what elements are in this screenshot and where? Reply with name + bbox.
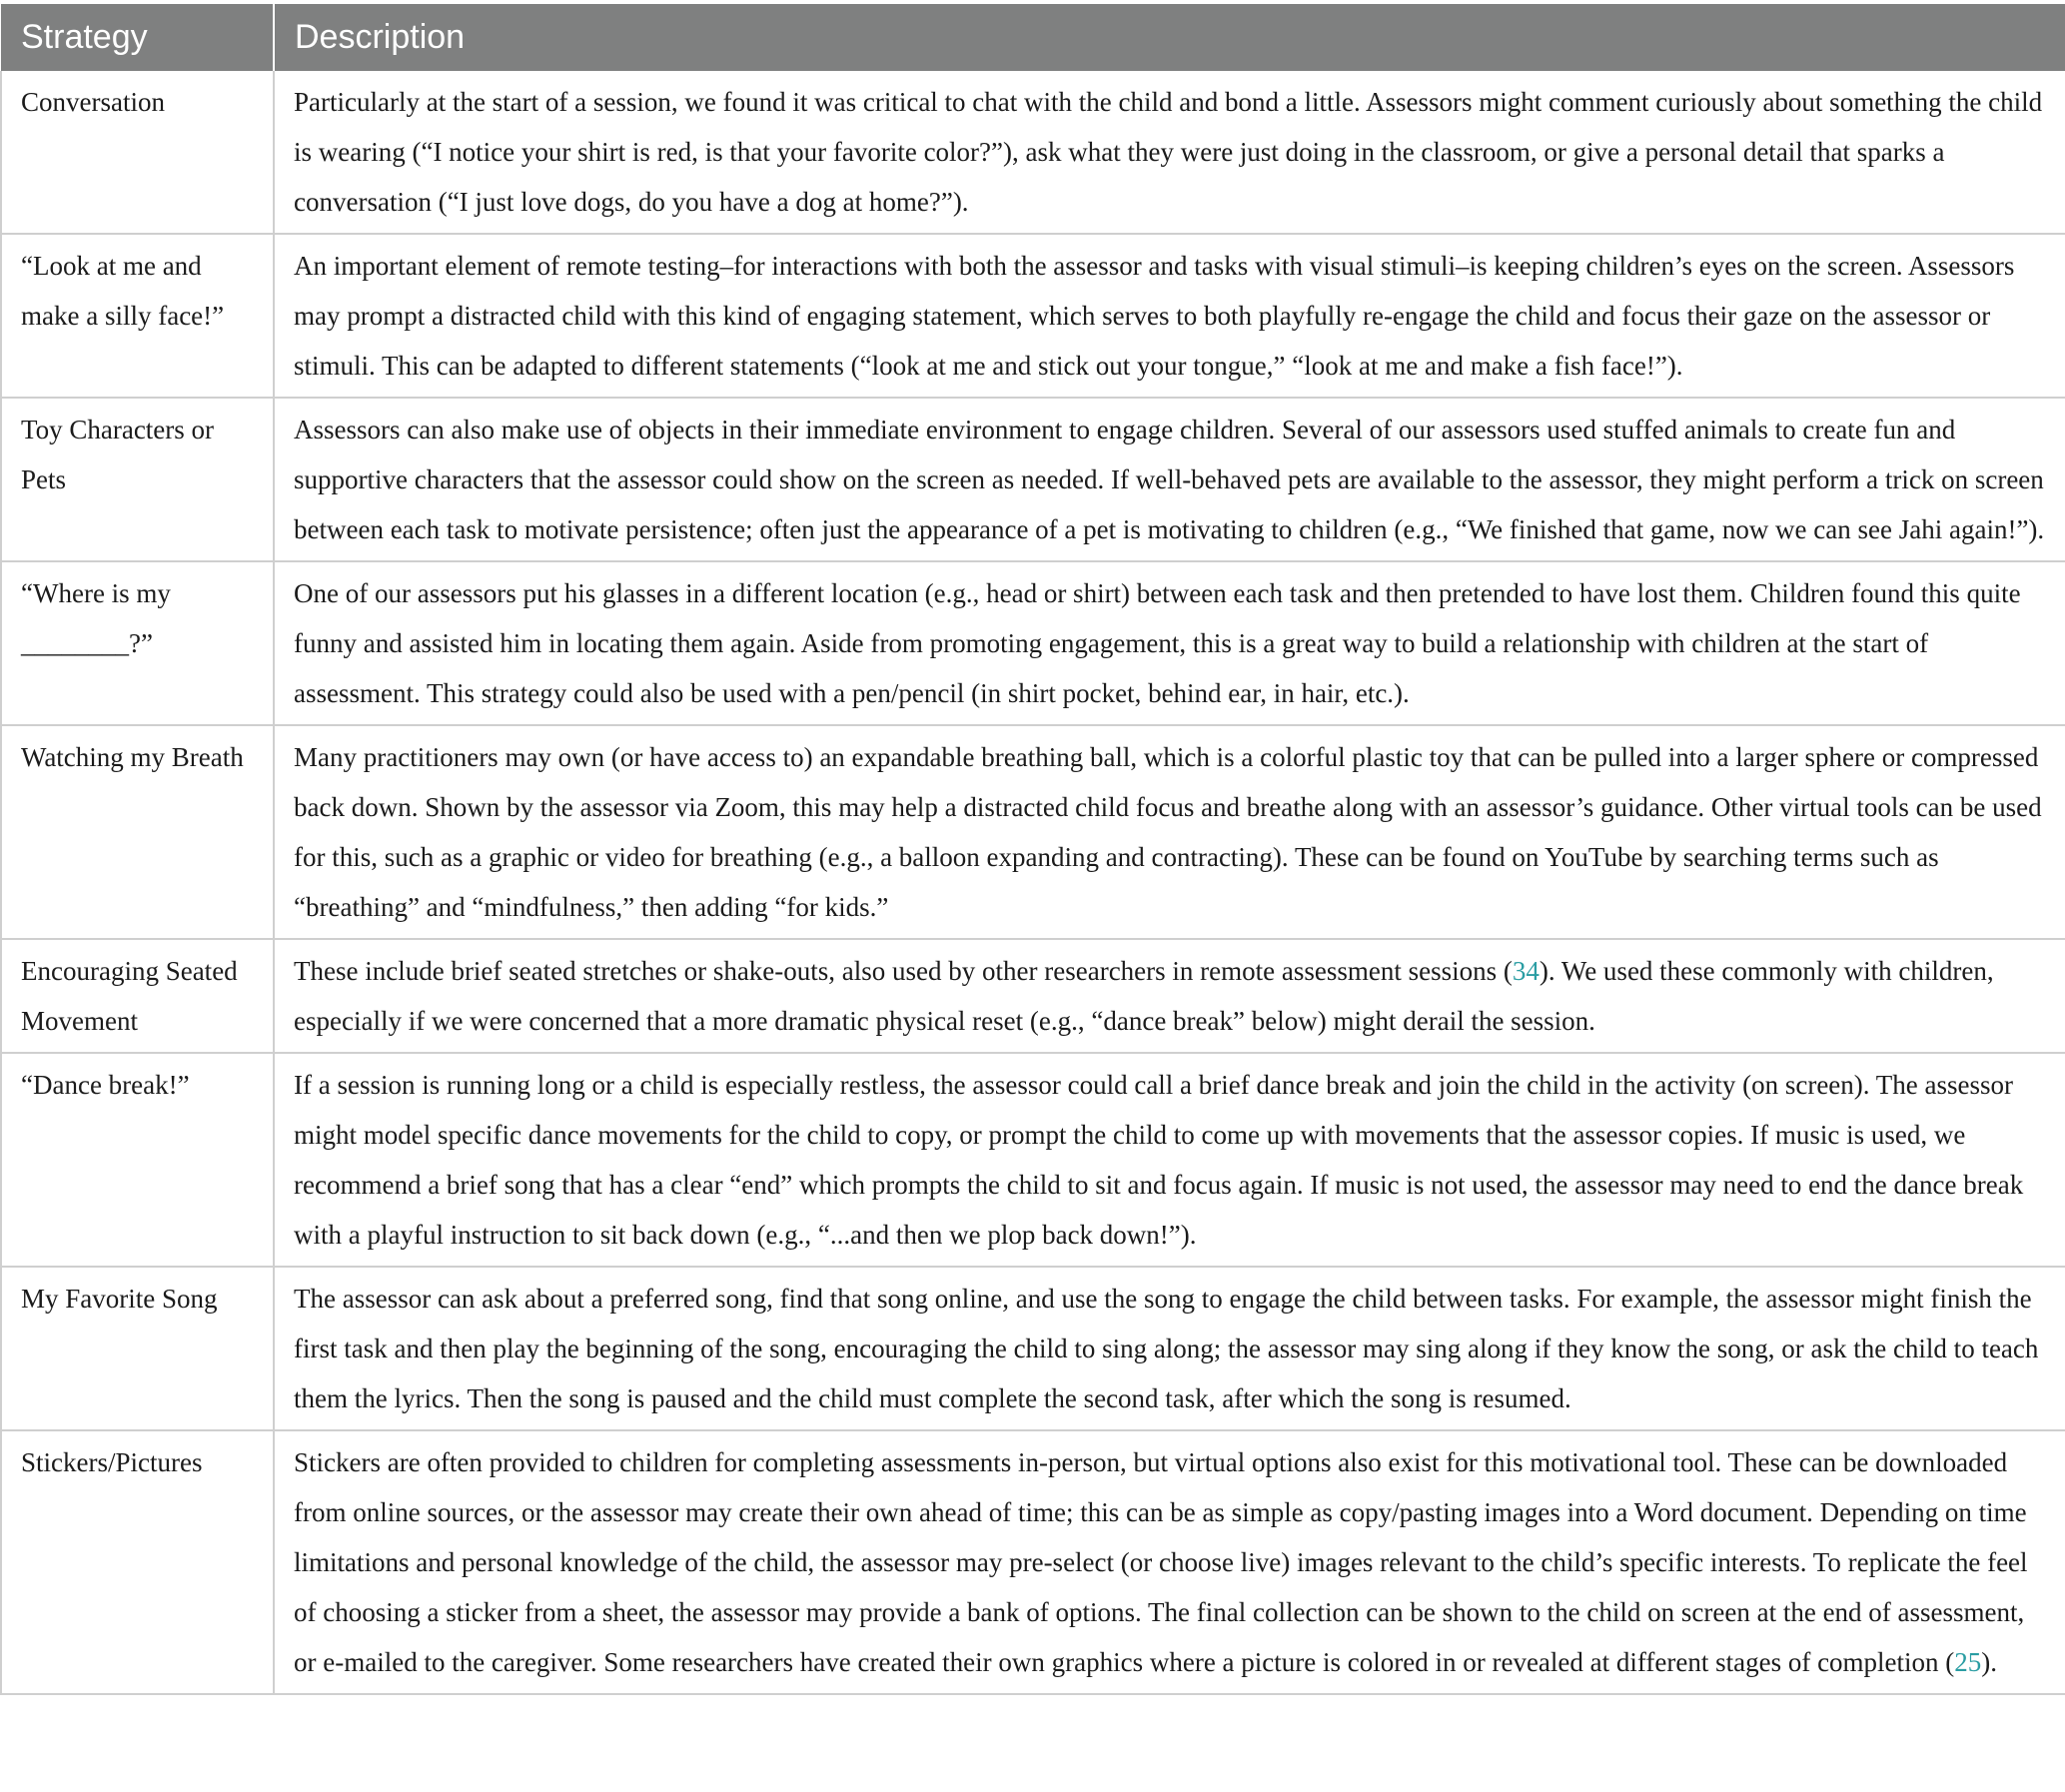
description-cell: Many practitioners may own (or have access to) an expandable breathing ball, which is a colorful plastic toy that can be pulled into a larger sphere or compressed back down. Shown by the assessor via Zoom, this may help a distracted child focus and breathe along with an assessor’s guidance. Other virtual tools can be used for this, such as a graphic or video for breathing (e.g., a balloon expanding and contracting). These can be found on YouTube by searching terms such as “breathing” and “mindfulness,” then adding “for kids.” xyxy=(274,725,2065,939)
table-header xyxy=(1,4,2065,71)
strategy-cell: “Where is my ________?” xyxy=(1,561,274,725)
description-cell: If a session is running long or a child is especially restless, the assessor could call a brief dance break and join the child in the activity (on screen). The assessor might model specific dance movements for the child to copy, or prompt the child to come up with movements that the assessor copies. If music is used, we recommend a brief song that has a clear “end” which prompts the child to sit and focus again. If music is not used, the assessor may need to end the dance break with a playful instruction to sit back down (e.g., “...and then we plop back down!”). xyxy=(274,1053,2065,1267)
strategy-cell: “Dance break!” xyxy=(1,1053,274,1267)
strategy-cell: My Favorite Song xyxy=(1,1267,274,1430)
citation-link[interactable]: 25 xyxy=(1954,1647,1982,1677)
description-text: ). xyxy=(1981,1647,1998,1677)
strategy-cell: Conversation xyxy=(1,71,274,234)
table-row xyxy=(1,1430,2065,1694)
table-row xyxy=(1,71,2065,234)
column-header-strategy: Strategy xyxy=(1,4,274,71)
strategies-table-container xyxy=(0,4,2065,1695)
table-row xyxy=(1,398,2065,561)
strategies-table xyxy=(0,4,2065,1695)
description-cell xyxy=(274,939,2065,1053)
description-cell xyxy=(274,1430,2065,1694)
strategy-cell: Toy Characters or Pets xyxy=(1,398,274,561)
column-header-description: Description xyxy=(274,4,2065,71)
description-text: ). We used these commonly with children, especially if we were concerned that a more dramatic physical reset (e.g., “dance break” below) might derail the session. xyxy=(294,956,1994,1036)
description-cell: An important element of remote testing–for interactions with both the assessor and tasks with visual stimuli–is keeping children’s eyes on the screen. Assessors may prompt a distracted child with this kind of engaging statement, which serves to both playfully re-engage the child and focus their gaze on the assessor or stimuli. This can be adapted to different statements (“look at me and stick out your tongue,” “look at me and make a fish face!”). xyxy=(274,234,2065,398)
table-row xyxy=(1,234,2065,398)
strategy-cell: Watching my Breath xyxy=(1,725,274,939)
citation-link[interactable]: 34 xyxy=(1512,956,1540,986)
description-cell: The assessor can ask about a preferred song, find that song online, and use the song to engage the child between tasks. For example, the assessor might finish the first task and then play the beginning of the song, encouraging the child to sing along; the assessor may sing along if they know the song, or ask the child to teach them the lyrics. Then the song is paused and the child must complete the second task, after which the song is resumed. xyxy=(274,1267,2065,1430)
description-text: These include brief seated stretches or shake-outs, also used by other researchers in remote assessment sessions ( xyxy=(294,956,1513,986)
header-row xyxy=(1,4,2065,71)
table-row xyxy=(1,1053,2065,1267)
strategy-cell: Encouraging Seated Movement xyxy=(1,939,274,1053)
table-body xyxy=(1,71,2065,1694)
table-row xyxy=(1,725,2065,939)
table-row xyxy=(1,561,2065,725)
table-row xyxy=(1,1267,2065,1430)
table-row xyxy=(1,939,2065,1053)
description-cell: One of our assessors put his glasses in a different location (e.g., head or shirt) between each task and then pretended to have lost them. Children found this quite funny and assisted him in locating them again. Aside from promoting engagement, this is a great way to build a relationship with children at the start of assessment. This strategy could also be used with a pen/pencil (in shirt pocket, behind ear, in hair, etc.). xyxy=(274,561,2065,725)
description-cell: Assessors can also make use of objects in their immediate environment to engage children. Several of our assessors used stuffed animals to create fun and supportive characters that the assessor could show on the screen as needed. If well-behaved pets are available to the assessor, they might perform a trick on screen between each task to motivate persistence; often just the appearance of a pet is motivating to children (e.g., “We finished that game, now we can see Jahi again!”). xyxy=(274,398,2065,561)
strategy-cell: “Look at me and make a silly face!” xyxy=(1,234,274,398)
description-cell: Particularly at the start of a session, we found it was critical to chat with the child and bond a little. Assessors might comment curiously about something the child is wearing (“I notice your shirt is red, is that your favorite color?”), ask what they were just doing in the classroom, or give a personal detail that sparks a conversation (“I just love dogs, do you have a dog at home?”). xyxy=(274,71,2065,234)
description-text: Stickers are often provided to children for completing assessments in-person, but virtual options also exist for this motivational tool. These can be downloaded from online sources, or the assessor may create their own ahead of time; this can be as simple as copy/pasting images into a Word document. Depending on time limitations and personal knowledge of the child, the assessor may pre-select (or choose live) images relevant to the child’s specific interests. To replicate the feel of choosing a sticker from a sheet, the assessor may provide a bank of options. The final collection can be shown to the child on screen at the end of assessment, or e-mailed to the caregiver. Some researchers have created their own graphics where a picture is colored in or revealed at different stages of completion ( xyxy=(294,1447,2028,1677)
strategy-cell: Stickers/Pictures xyxy=(1,1430,274,1694)
